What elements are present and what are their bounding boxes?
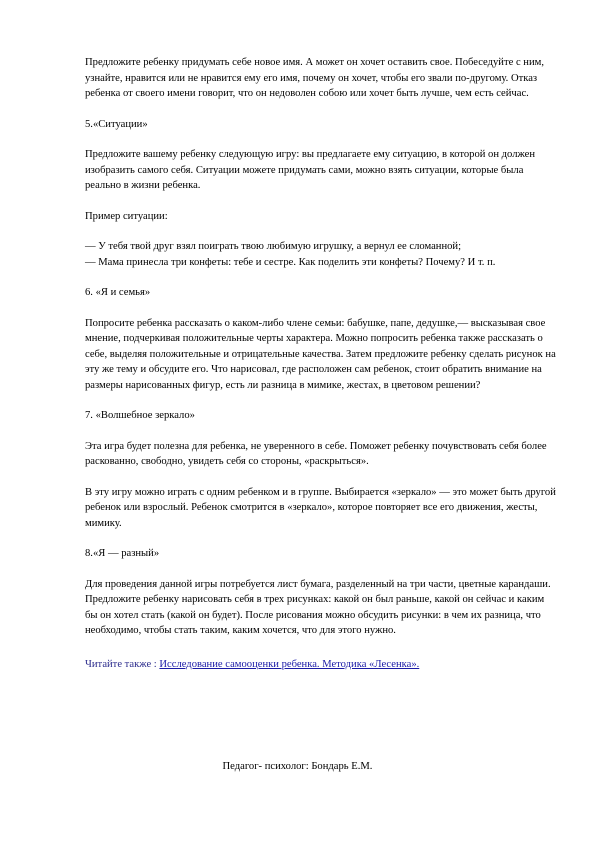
document-body [85,55,557,687]
intro-paragraph: Предложите ребенку придумать себе новое имя. А может он хочет оставить свое. Побеседуйте с ним, узнайте, нравится или не нравится ему его имя, почему он хочет, чтобы его звали по-другому. Отказ ребенка от своего имени говорит, что он недоволен собою или хочет быть лучше, чем есть сейчас. [85,57,544,99]
section-8-text: Для проведения данной игры потребуется лист бумага, разделенный на три части, цветные карандаши. Предложите ребенку нарисовать себя в трех рисунках: какой он был раньше, какой он сейчас и каким бы он хотел стать (какой он будет). После рисования можно обсудить рисунки: в чем их разница, что необходимо, чтобы стать таким, каким хочется, что для этого нужно. [85,578,551,636]
section-6-text: Попросите ребенка рассказать о каком-либо члене семьи: бабушке, папе, дедушке,— высказывая свое мнение, подчеркивая положительные черты характера. Можно попросить ребенка также рассказать о себе, выделяя положительные и отрицательные качества. Затем предложите ребенку сделать рисунок на эту же тему и обсудите его. Что нарисовал, где расположен сам ребенок, стоит обратить внимание на размеры нарисованных фигур, есть ли разница в мимике, жестах, в цветовом решении? [85,317,556,391]
section-5-example-label: Пример ситуации: [85,210,168,222]
author-signature: Педагог- психолог: Бондарь Е.М. [222,761,373,772]
section-5-heading: 5.«Ситуации» [85,118,148,130]
read-also-link[interactable]: Исследование самооценки ребенка. Методика «Лесенка». [159,658,420,670]
section-7-text-2: В эту игру можно играть с одним ребенком и в группе. Выбирается «зеркало» — это может быть другой ребенок или взрослый. Ребенок смотрится в «зеркало», которое повторяет все его движения, жесты, мимику. [85,486,556,529]
section-5-example-2: — Мама принесла три конфеты: тебе и сестре. Как поделить эти конфеты? Почему? И т. п. [85,256,496,268]
section-8-heading: 8.«Я — разный» [85,548,160,559]
section-7-text-1: Эта игра будет полезна для ребенка, не уверенного в себе. Поможет ребенку почувствовать себя более раскованно, свободно, увидеть себя со стороны, «раскрыться». [85,440,547,467]
read-also-line [85,657,557,673]
section-5-text: Предложите вашему ребенку следующую игру: вы предлагаете ему ситуацию, в которой он должен изобразить самого себя. Ситуации можете придумать сами, можно взять ситуации, которые была реально в жизни ребенка. [85,149,536,191]
section-6-heading: 6. «Я и семья» [85,287,151,298]
read-also-prefix: Читайте также : [85,658,160,670]
section-7-heading: 7. «Волшебное зеркало» [85,410,195,421]
section-5-example-1: — У тебя твой друг взял поиграть твою любимую игрушку, а вернул ее сломанной; [85,241,462,252]
